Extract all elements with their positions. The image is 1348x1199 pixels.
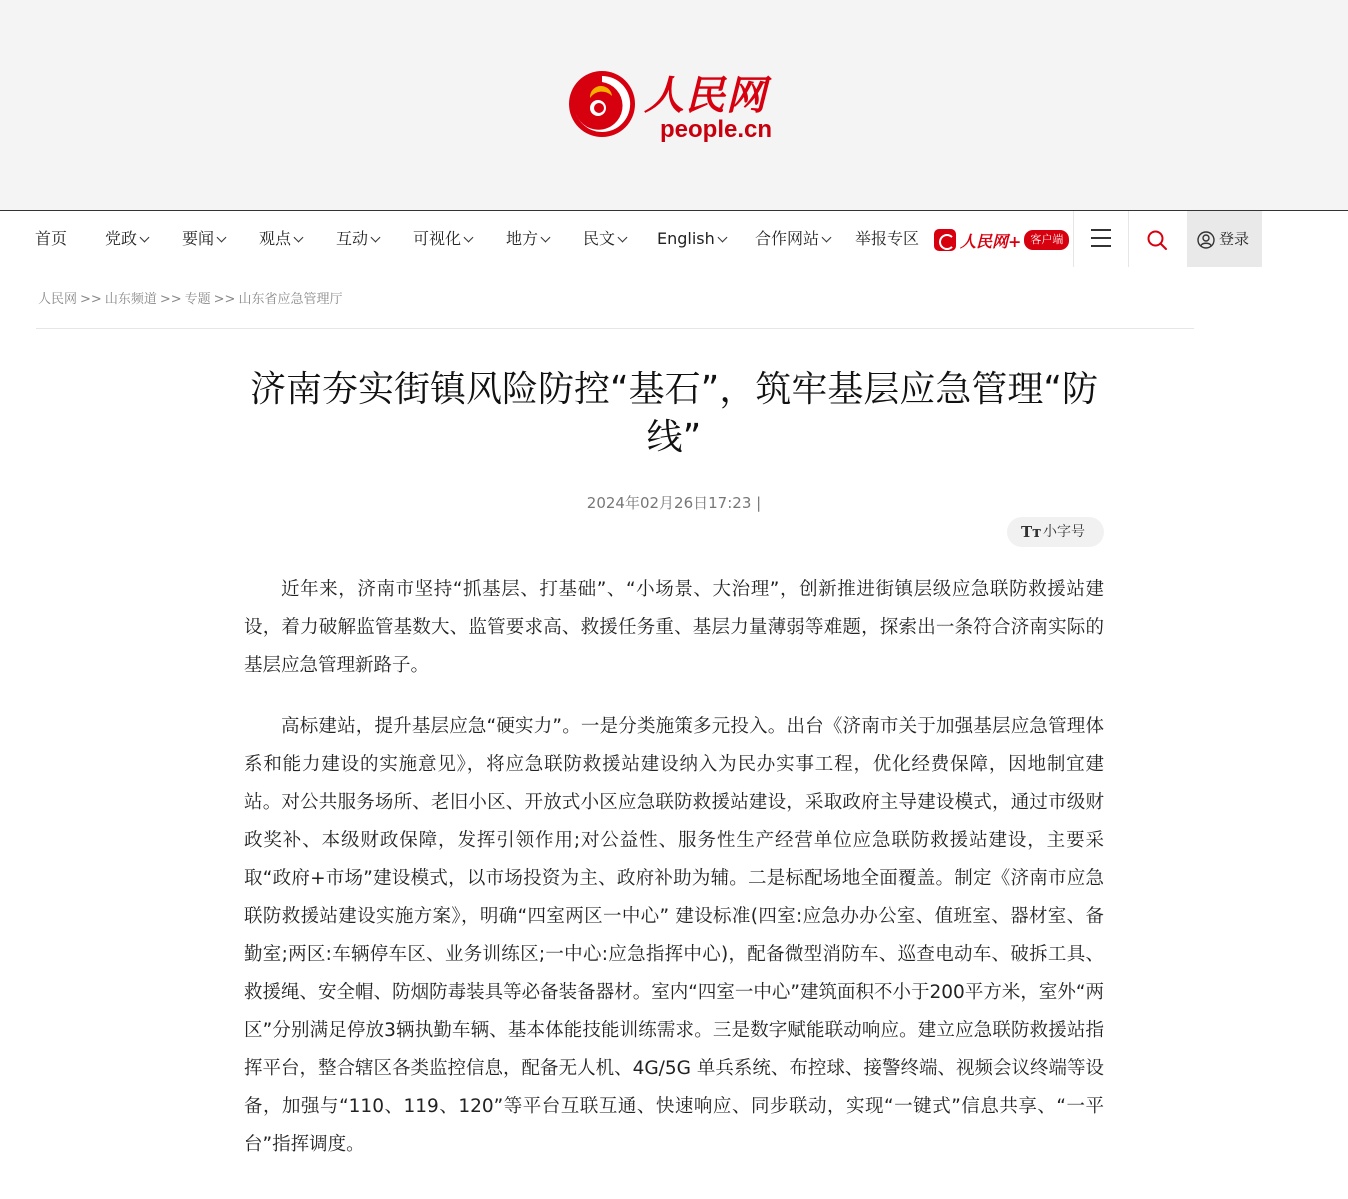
font-size-toggle[interactable] xyxy=(1007,517,1104,547)
main-nav xyxy=(0,210,1348,267)
nav-item-ethnic[interactable] xyxy=(583,211,626,267)
chevron-down-icon xyxy=(822,233,832,243)
breadcrumb-item[interactable]: 人民网 xyxy=(38,292,78,307)
app-name: 人民网+ xyxy=(960,231,1022,251)
chevron-down-icon xyxy=(464,233,474,243)
nav-divider xyxy=(1073,211,1074,267)
site-logo[interactable] xyxy=(566,64,786,148)
nav-item-local[interactable] xyxy=(506,211,549,267)
nav-item-opinion[interactable] xyxy=(259,211,302,267)
login-label: 登录 xyxy=(1219,230,1250,248)
breadcrumb xyxy=(38,288,342,307)
user-icon xyxy=(1197,231,1215,249)
nav-item-english[interactable] xyxy=(657,211,726,267)
nav-label: 可视化 xyxy=(413,229,462,248)
nav-label: 合作网站 xyxy=(755,229,820,248)
search-icon[interactable] xyxy=(1146,229,1168,251)
nav-label: 互动 xyxy=(336,229,369,248)
article-title: 济南夯实街镇风险防控“基石”，筑牢基层应急管理“防线” xyxy=(250,369,1098,458)
menu-icon[interactable] xyxy=(1091,229,1111,249)
nav-label: 要闻 xyxy=(182,229,215,248)
article-body xyxy=(244,571,1104,1187)
font-size-label: 小字号 xyxy=(1043,524,1085,540)
breadcrumb-separator: >> xyxy=(80,292,102,307)
nav-label: English xyxy=(657,229,715,248)
people-app-icon xyxy=(934,229,956,251)
breadcrumb-item[interactable]: 山东频道 xyxy=(104,292,157,307)
chevron-down-icon xyxy=(541,233,551,243)
breadcrumb-item[interactable]: 山东省应急管理厅 xyxy=(238,292,343,307)
logo-text-en: people.cn xyxy=(660,116,773,143)
chevron-down-icon xyxy=(294,233,304,243)
chevron-down-icon xyxy=(371,233,381,243)
nav-label: 首页 xyxy=(35,229,68,248)
nav-item-news[interactable] xyxy=(182,211,225,267)
font-size-icon: Tт xyxy=(1021,523,1042,541)
breadcrumb-separator: >> xyxy=(159,292,182,307)
nav-item-interact[interactable] xyxy=(336,211,379,267)
nav-item-report[interactable] xyxy=(855,211,919,267)
chevron-down-icon xyxy=(217,233,227,243)
breadcrumb-separator: >> xyxy=(213,292,236,307)
nav-item-visual[interactable] xyxy=(413,211,472,267)
publish-datetime: 2024年02月26日17:23 xyxy=(586,494,752,512)
nav-label: 举报专区 xyxy=(855,229,920,248)
logo-text-cn: 人民网 xyxy=(644,72,767,119)
login-button[interactable] xyxy=(1187,211,1262,267)
nav-item-party[interactable] xyxy=(105,211,148,267)
article-paragraph: 近年来，济南市坚持“抓基层、打基础”、“小场景、大治理”，创新推进街镇层级应急联防救援站建设，着力破解监管基数大、监管要求高、救援任务重、基层力量薄弱等难题，探索出一条符合济南实际的基层应急管理新路子。 xyxy=(244,579,1104,676)
chevron-down-icon xyxy=(618,233,628,243)
nav-label: 党政 xyxy=(105,229,138,248)
divider xyxy=(36,328,1194,329)
app-tag: 客户端 xyxy=(1024,230,1069,250)
article-meta xyxy=(244,492,1104,513)
nav-divider xyxy=(1128,211,1129,267)
nav-item-partners[interactable] xyxy=(755,211,830,267)
nav-label: 观点 xyxy=(259,229,292,248)
chevron-down-icon xyxy=(140,233,150,243)
nav-label: 地方 xyxy=(506,229,539,248)
nav-label: 民文 xyxy=(583,229,616,248)
chevron-down-icon xyxy=(717,233,727,243)
header-band xyxy=(0,0,1348,210)
nav-item-home[interactable] xyxy=(35,211,67,267)
breadcrumb-item[interactable]: 专题 xyxy=(184,292,211,307)
people-logo-icon xyxy=(566,68,638,140)
article-paragraph: 高标建站，提升基层应急“硬实力”。一是分类施策多元投入。出台《济南市关于加强基层应急管理体系和能力建设的实施意见》，将应急联防救援站建设纳入为民办实事工程，优化经费保障，因地制宜建站。对公共服务场所、老旧小区、开放式小区应急联防救援站建设，采取政府主导建设模式，通过市级财政奖补、本级财政保障，发挥引领作用;对公益性、服务性生产经营单位应急联防救援站建设，主要采取“政府+市场”建设模式，以市场投资为主、政府补助为辅。二是标配场地全面覆盖。制定《济南市应急联防救援站建设实施方案》，明确“四室两区一中心” 建设标准(四室:应急办办公室、值班室、器材室、备勤室;两区:车辆停车区、业务训练区;一中心:应急指挥中心)，配备微型消防车、巡查电动车、破拆工具、救援绳、安全帽、防烟防毒装具等必备装备器材。室内“四室一中心”建筑面积不小于200平方米，室外“两区”分别满足停放3辆执勤车辆、基本体能技能训练需求。三是数字赋能联动响应。建立应急联防救援站指挥平台，整合辖区各类监控信息，配备无人机、4G/5G 单兵系统、布控球、接警终端、视频会议终端等设备，加强与“110、119、120”等平台互联互通、快速响应、同步联动，实现“一键式”信息共享、“一平台”指挥调度。 xyxy=(244,716,1104,1155)
app-download-link[interactable] xyxy=(934,228,1069,252)
meta-separator: | xyxy=(756,494,762,512)
